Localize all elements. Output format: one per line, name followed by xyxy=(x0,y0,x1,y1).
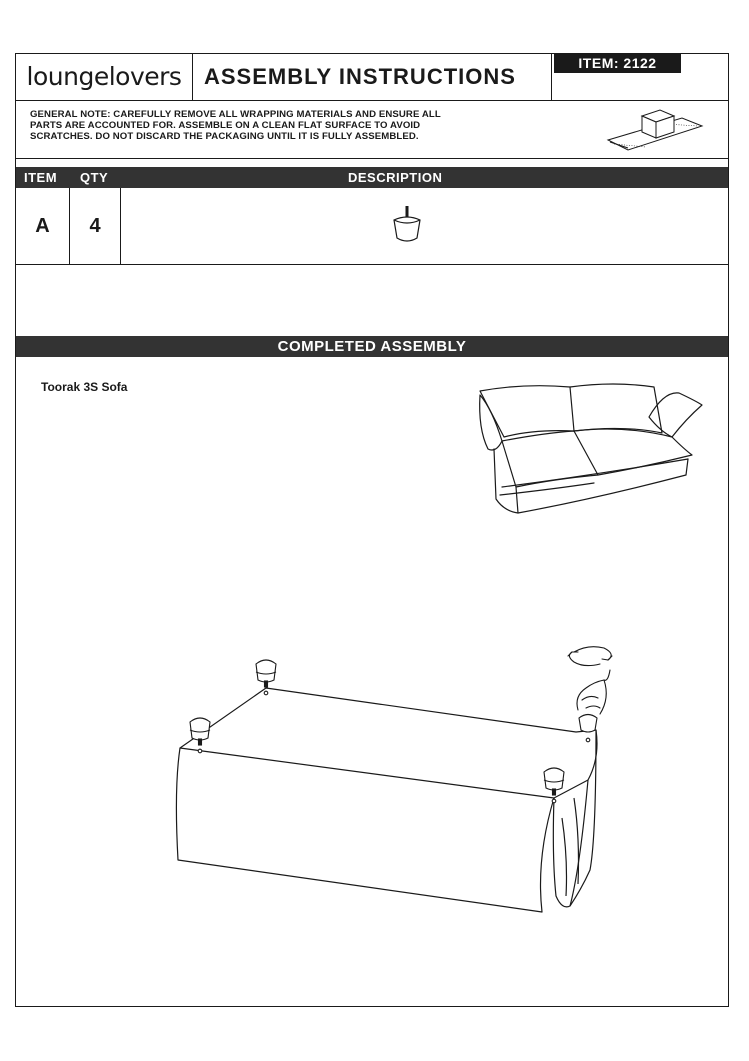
general-note: GENERAL NOTE: CAREFULLY REMOVE ALL WRAPPING MATERIALS AND ENSURE ALL PARTS ARE ACCOUNTED FOR. ASSEMBLE ON A CLEAN FLAT SURFACE TO AVOID SCRATCHES. DO NOT DISCARD THE PACKAGING UNTIL IT IS FULLY ASSEMBLED. xyxy=(30,109,441,142)
completed-assembly-title: COMPLETED ASSEMBLY xyxy=(277,338,467,355)
rotate-arrows-icon xyxy=(568,647,612,666)
completed-assembly-header xyxy=(16,336,728,357)
instruction-sheet xyxy=(15,53,729,1007)
page-title: ASSEMBLY INSTRUCTIONS xyxy=(204,64,516,89)
divider xyxy=(16,100,728,101)
header-divider xyxy=(551,54,552,100)
column-item: ITEM xyxy=(24,170,58,185)
part-quantity: 4 xyxy=(89,215,101,237)
divider xyxy=(16,158,728,159)
item-number-badge: ITEM: 2122 xyxy=(554,54,681,73)
sofa-leg-icon xyxy=(390,204,424,246)
brand-logo: loungelovers xyxy=(16,54,193,100)
parts-table-header xyxy=(16,167,728,188)
box-on-rug-icon xyxy=(606,104,706,156)
column-description: DESCRIPTION xyxy=(348,170,443,185)
hand-screwing-icon xyxy=(577,670,610,714)
column-qty: QTY xyxy=(80,170,109,185)
part-item-letter: A xyxy=(35,215,50,237)
sofa-base-with-legs-illustration xyxy=(170,638,610,928)
sofa-illustration xyxy=(474,379,709,519)
product-name: Toorak 3S Sofa xyxy=(41,380,128,394)
divider xyxy=(16,264,728,265)
column-divider xyxy=(120,188,121,264)
